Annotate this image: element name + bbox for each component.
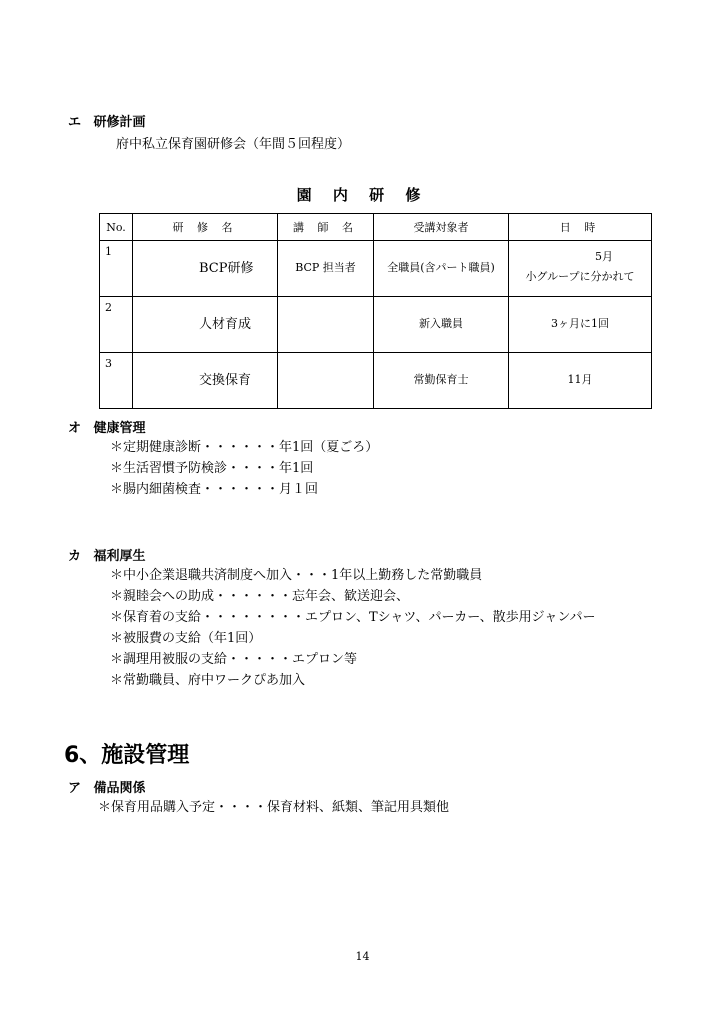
row-lecturer [278, 353, 373, 404]
list-item: ＊保育用品購入予定・・・・保育材料、紙類、筆記用具類他 [98, 800, 450, 815]
header-target: 受講対象者 [374, 214, 509, 241]
table-header-row [100, 214, 652, 241]
row-date: 3ヶ月に1回 [551, 316, 609, 330]
list-item: ＊調理用被服の支給・・・・・エプロン等 [110, 652, 358, 667]
row-date [509, 241, 651, 292]
header-name: 研 修 名 [133, 214, 278, 241]
row-no: 3 [100, 353, 133, 409]
table-row [100, 353, 652, 409]
list-item: ＊常勤職員、府中ワークぴあ加入 [110, 673, 306, 688]
row-name: BCP研修 [199, 261, 254, 276]
section-o-title: 健康管理 [93, 421, 146, 436]
table-row [100, 241, 652, 297]
section-ka-heading [68, 545, 146, 564]
row-date-line2: 小グループに分かれて [525, 269, 635, 283]
header-lecturer: 講 師 名 [278, 214, 374, 241]
list-item: ＊被服費の支給（年1回） [110, 631, 262, 646]
list-item: ＊定期健康診断・・・・・・年1回（夏ごろ） [110, 440, 379, 455]
list-item: ＊腸内細菌検査・・・・・・月１回 [110, 482, 319, 497]
equipment-list [98, 797, 449, 818]
table-row [100, 297, 652, 353]
row-date: 11月 [567, 372, 593, 386]
header-no: No. [100, 214, 133, 241]
row-name: 交換保育 [199, 373, 252, 388]
row-date-line1: 5月 [595, 249, 613, 263]
section-e-heading [68, 111, 146, 130]
section-a-heading [68, 777, 146, 796]
health-list [110, 437, 378, 500]
section-a-label: ア [68, 781, 82, 796]
row-no: 2 [100, 297, 133, 353]
section-e-title: 研修計画 [93, 115, 146, 130]
section-o-heading [68, 417, 146, 436]
table-title: 園 内 研 修 [296, 186, 429, 204]
row-lecturer: BCP 担当者 [295, 260, 356, 274]
header-date: 日 時 [509, 214, 652, 241]
row-target: 常勤保育士 [413, 372, 469, 386]
list-item: ＊保育着の支給・・・・・・・・エプロン、Tシャツ、パーカー、散歩用ジャンパー [110, 610, 596, 625]
training-plan-text: 府中私立保育園研修会（年間５回程度） [116, 137, 351, 152]
row-target: 全職員(含パート職員) [387, 260, 495, 274]
section-ka-title: 福利厚生 [93, 549, 146, 564]
training-table [99, 213, 652, 409]
section-a-title: 備品関係 [93, 781, 146, 796]
list-item: ＊中小企業退職共済制度へ加入・・・1年以上勤務した常勤職員 [110, 568, 483, 583]
list-item: ＊親睦会への助成・・・・・・忘年会、歓送迎会、 [110, 589, 410, 604]
welfare-list [110, 565, 596, 691]
section-e-label: エ [68, 115, 82, 130]
section-o-label: オ [68, 421, 82, 436]
list-item: ＊生活習慣予防検診・・・・年1回 [110, 461, 314, 476]
row-no: 1 [100, 241, 133, 297]
row-name: 人材育成 [199, 317, 252, 332]
row-lecturer [278, 297, 373, 348]
row-target: 新入職員 [419, 316, 463, 330]
section-ka-label: カ [68, 549, 82, 564]
page-number: 14 [355, 950, 370, 963]
section-6-heading: 6、施設管理 [64, 743, 190, 768]
